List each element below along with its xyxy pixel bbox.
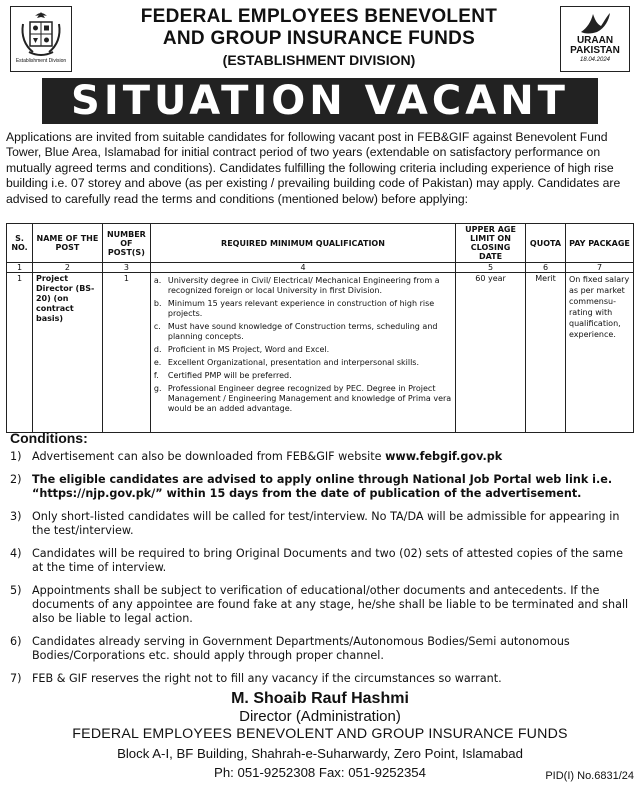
list-item — [154, 299, 452, 319]
header-age-limit: UPPER AGE LIMIT ON CLOSING DATE — [456, 224, 526, 263]
item-text: Minimum 15 years relevant experience in construction of high rise projects. — [167, 299, 435, 318]
item-key: f. — [153, 371, 159, 380]
cell-post-name: Project Director (BS-20) (on contract basis) — [32, 273, 102, 433]
item-text: Only short-listed candidates will be called for test/interview. No TA/DA will be admissible for appearing in the test/interview. — [32, 510, 620, 537]
website-link[interactable]: www.febgif.gov.pk — [385, 450, 503, 463]
qualification-list — [154, 276, 452, 414]
header-post-name: NAME OF THE POST — [32, 224, 102, 263]
list-item — [10, 450, 634, 464]
col-num: 3 — [102, 263, 150, 273]
vacancy-table — [6, 223, 634, 433]
item-text: Candidates will be required to bring Original Documents and two (02) sets of attested copies of the same at the time of interview. — [32, 547, 623, 574]
list-item — [154, 371, 452, 381]
signature-date: 18.04.2024 — [579, 57, 611, 63]
item-key: e. — [153, 358, 162, 367]
item-text: Excellent Organizational, presentation and interpersonal skills. — [167, 358, 419, 367]
footer-organization: FEDERAL EMPLOYEES BENEVOLENT AND GROUP INSURANCE FUNDS — [72, 726, 568, 742]
org-division: (ESTABLISHMENT DIVISION) — [222, 52, 416, 68]
item-text: Certified PMP will be preferred. — [167, 371, 292, 380]
conditions-heading: Conditions: — [10, 430, 88, 446]
col-num: 7 — [565, 263, 633, 273]
item-text: The eligible candidates are advised to apply online through National Job Portal web link i.e. “https://njp.gov.pk/” within 15 days from the date of publication of the advertisement. — [32, 473, 613, 500]
cell-post-count: 1 — [102, 273, 150, 433]
item-number: 4) — [10, 547, 22, 560]
signatory-name: M. Shoaib Rauf Hashmi — [231, 690, 409, 707]
item-number: 3) — [10, 510, 22, 523]
organization-name — [84, 6, 554, 69]
org-line-1: FEDERAL EMPLOYEES BENEVOLENT — [140, 6, 498, 27]
col-num: 1 — [7, 263, 33, 273]
footer-phone: Ph: 051-9252308 Fax: 051-9252354 — [214, 765, 426, 780]
list-item — [154, 276, 452, 296]
item-key: d. — [153, 345, 162, 354]
table-row — [7, 273, 634, 433]
org-line-2: AND GROUP INSURANCE FUNDS — [162, 28, 476, 49]
cell-age-limit: 60 year — [456, 273, 526, 433]
header-sno: S. NO. — [7, 224, 33, 263]
item-text: Appointments shall be subject to verification of educational/other documents and antecedents. If the documents of any appointee are found fake at any stage, he/she shall be liable to be terminated and shall also be liable to legal action. — [32, 584, 629, 625]
item-text: Candidates already serving in Government Departments/Autonomous Bodies/Semi autonomous Bodies/Corporations etc. should apply through proper channel. — [32, 635, 570, 662]
list-item — [154, 322, 452, 342]
list-item — [10, 547, 634, 575]
bird-icon — [577, 10, 613, 36]
header — [4, 2, 636, 74]
emblem-caption: Establishment Division — [15, 58, 67, 64]
table-header-row — [7, 224, 634, 263]
item-text: FEB & GIF reserves the right not to fill any vacancy if the circumstances so warrant. — [32, 672, 502, 685]
uraan-text: URAAN — [576, 35, 614, 46]
column-number-row — [7, 263, 634, 273]
item-text: Must have sound knowledge of Construction terms, scheduling and planning concepts. — [167, 322, 438, 341]
item-text-part: Advertisement can also be downloaded from FEB&GIF website — [32, 450, 386, 463]
list-item — [10, 584, 634, 626]
item-text: Proficient in MS Project, Word and Excel. — [167, 345, 330, 354]
emblem-icon — [19, 10, 63, 58]
col-num: 4 — [150, 263, 455, 273]
list-item — [154, 358, 452, 368]
list-item — [10, 510, 634, 538]
item-key: b. — [153, 299, 162, 308]
list-item — [154, 384, 452, 414]
item-text — [32, 450, 634, 464]
signatory-designation: Director (Administration) — [239, 708, 401, 725]
col-num: 2 — [32, 263, 102, 273]
footer — [4, 690, 636, 782]
advertisement-page — [4, 2, 636, 784]
item-key: c. — [153, 322, 161, 331]
situation-vacant-banner: SITUATION VACANT — [42, 78, 598, 124]
list-item — [154, 345, 452, 355]
header-pay: PAY PACKAGE — [565, 224, 633, 263]
conditions-list — [10, 450, 634, 695]
pakistan-text: PAKISTAN — [570, 45, 620, 56]
cell-sno: 1 — [7, 273, 33, 433]
item-key: a. — [153, 276, 162, 285]
pid-number: PID(I) No.6831/24 — [545, 770, 634, 782]
cell-quota: Merit — [526, 273, 566, 433]
cell-pay-package: On fixed salary as per market commensu- rating with qualification, experience. — [565, 273, 633, 433]
item-text: Professional Engineer degree recognized by PEC. Degree in Project Management / Engineering Management and knowledge of Prima vera would be an added advantage. — [167, 384, 452, 413]
cell-qualification — [150, 273, 455, 433]
item-number: 6) — [10, 635, 22, 648]
item-number: 2) — [10, 473, 22, 486]
item-number: 1) — [10, 450, 22, 463]
header-post-count: NUMBER OF POST(S) — [102, 224, 150, 263]
item-number: 7) — [10, 672, 22, 685]
list-item — [10, 473, 634, 501]
item-text: University degree in Civil/ Electrical/ Mechanical Engineering from a recognized foreign or local University in first Division. — [167, 276, 440, 295]
item-number: 5) — [10, 584, 22, 597]
intro-paragraph: Applications are invited from suitable candidates for following vacant post in FEB&GIF against Benevolent Fund Tower, Blue Area, Islamabad for initial contract period of two years (extendable on satisfactory performance on mutually agreed terms and conditions). Candidates fulfilling the following criteria including experience of high rise building i.e. 07 storey and above (as per existing / prevailing building code of Pakistan) may apply. Candidates are advised to carefully read the terms and conditions (mentioned below) before applying: — [6, 130, 621, 206]
government-emblem — [10, 6, 72, 72]
col-num: 6 — [526, 263, 566, 273]
col-num: 5 — [456, 263, 526, 273]
item-key: g. — [153, 384, 162, 393]
header-quota: QUOTA — [526, 224, 566, 263]
list-item — [10, 635, 634, 663]
footer-address: Block A-I, BF Building, Shahrah-e-Suharwardy, Zero Point, Islamabad — [117, 746, 523, 761]
list-item — [10, 672, 634, 686]
uraan-pakistan-logo — [560, 6, 630, 72]
header-qualification: REQUIRED MINIMUM QUALIFICATION — [150, 224, 455, 263]
